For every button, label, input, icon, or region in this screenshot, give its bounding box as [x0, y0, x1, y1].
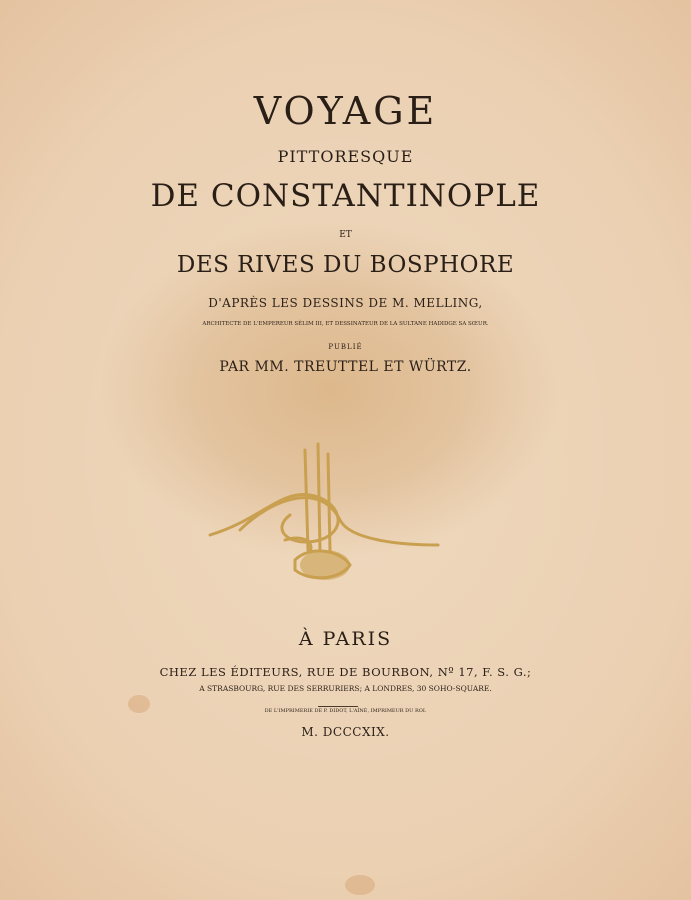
title-pittoresque: PITTORESQUE	[277, 147, 414, 166]
foxing-stain	[345, 875, 375, 895]
credit-published: PUBLIÉ	[328, 343, 363, 351]
imprint-city: À PARIS	[298, 628, 393, 650]
title-voyage: VOYAGE	[253, 89, 438, 133]
imprint-branches: A STRASBOURG, RUE DES SERRURIERS; A LONDRES, 30 SOHO-SQUARE.	[199, 684, 492, 693]
title-constantinople: DE CONSTANTINOPLE	[150, 178, 541, 214]
imprint-address: CHEZ LES ÉDITEURS, RUE DE BOURBON, Nº 17, F. S. G.;	[159, 665, 532, 679]
credit-publishers: PAR MM. TREUTTEL ET WÜRTZ.	[219, 359, 472, 375]
tughra-emblem	[200, 440, 450, 590]
imprint-year: M. DCCCXIX.	[301, 725, 390, 739]
divider-rule	[318, 706, 358, 707]
title-bosphore: DES RIVES DU BOSPHORE	[176, 252, 515, 278]
credit-role: ARCHITECTE DE L'EMPEREUR SÉLIM III, ET DESSINATEUR DE LA SULTANE HADIDGE SA SŒUR.	[202, 321, 489, 327]
credit-after: D'APRÈS LES DESSINS DE M. MELLING,	[208, 296, 483, 310]
imprint-printer: DE L'IMPRIMERIE DE P. DIDOT, L'AÎNÉ, IMPRIMEUR DU ROI.	[264, 708, 427, 714]
title-et: ET	[339, 230, 352, 240]
